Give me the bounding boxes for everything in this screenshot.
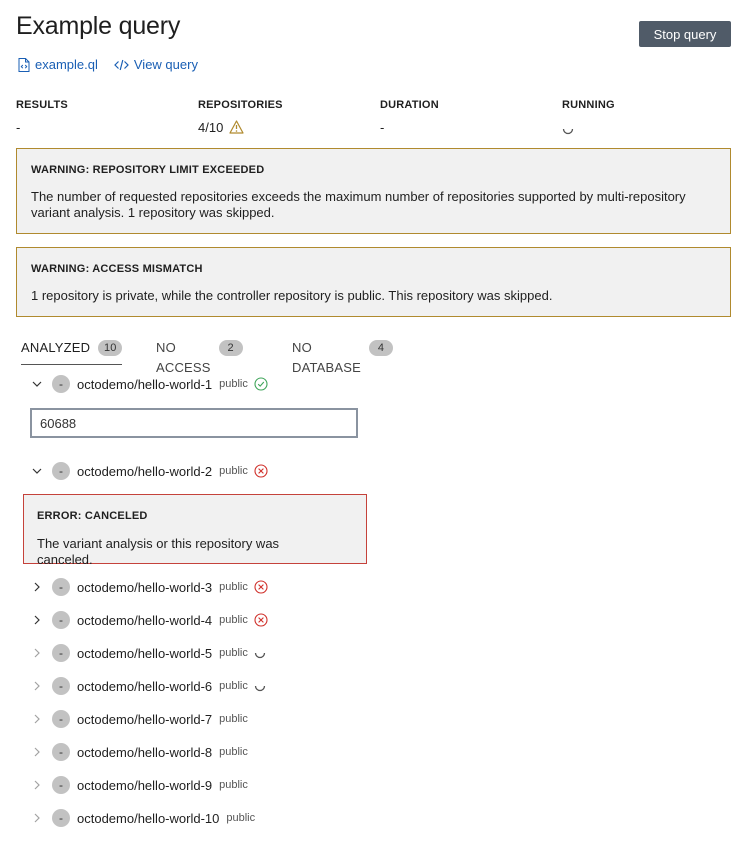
visibility-label: public	[219, 378, 248, 390]
warning-title: WARNING: REPOSITORY LIMIT EXCEEDED	[31, 164, 265, 176]
chevron-right-icon[interactable]	[30, 778, 44, 792]
query-file-name: example.ql	[35, 57, 98, 72]
error-circle-icon	[254, 464, 268, 478]
warning-text: 1 repository is private, while the controller repository is public. This repository was skipped.	[31, 288, 553, 303]
repository-name: octodemo/hello-world-4	[77, 612, 213, 628]
visibility-label: public	[219, 713, 248, 725]
error-circle-icon	[254, 580, 268, 594]
result-count-badge: -	[52, 743, 70, 761]
result-count-badge: -	[52, 809, 70, 827]
result-count-badge: -	[52, 644, 70, 662]
result-count-badge: -	[52, 677, 70, 695]
chevron-right-icon[interactable]	[30, 679, 44, 693]
visibility-label: public	[219, 647, 248, 659]
spinner-icon	[254, 647, 266, 659]
visibility-label: public	[219, 746, 248, 758]
error-canceled-box	[23, 494, 367, 567]
query-links	[18, 57, 198, 72]
repository-row[interactable]	[30, 675, 266, 697]
chevron-down-icon[interactable]	[30, 464, 44, 478]
file-code-icon	[18, 58, 30, 72]
result-count-badge: -	[52, 462, 70, 480]
repository-row[interactable]	[30, 774, 248, 796]
repository-row[interactable]	[30, 708, 248, 730]
repository-name: octodemo/hello-world-8	[77, 744, 213, 760]
repository-row[interactable]	[30, 642, 266, 664]
repository-name: octodemo/hello-world-9	[77, 777, 213, 793]
code-icon	[114, 59, 129, 71]
repository-row[interactable]	[30, 609, 268, 631]
tab-analyzed[interactable]	[21, 338, 122, 365]
visibility-label: public	[226, 812, 256, 824]
tab-count-badge: 10	[98, 340, 122, 356]
visibility-label: public	[219, 779, 248, 791]
error-text: The variant analysis or this repository was canceled.	[37, 536, 280, 567]
error-title: ERROR: CANCELED	[37, 510, 148, 522]
stat-repositories-label: REPOSITORIES	[198, 99, 283, 111]
warning-text: The number of requested repositories exceeds the maximum number of repositories supported by multi-repository variant analysis. 1 repository was skipped.	[31, 189, 686, 220]
stat-results	[16, 99, 68, 135]
warning-icon	[229, 120, 244, 134]
tab-label: ANALYZED	[21, 340, 91, 355]
chevron-right-icon[interactable]	[30, 646, 44, 660]
error-circle-icon	[254, 613, 268, 627]
chevron-right-icon[interactable]	[30, 745, 44, 759]
stat-running-label: RUNNING	[562, 99, 615, 111]
warning-title: WARNING: ACCESS MISMATCH	[31, 263, 203, 275]
spinner-icon	[562, 123, 574, 135]
tab-label: NO DATABASE	[292, 340, 362, 375]
stat-duration	[380, 99, 439, 135]
stat-repositories-value: 4/10	[198, 119, 224, 135]
repository-row[interactable]	[30, 576, 268, 598]
repository-name: octodemo/hello-world-7	[77, 711, 213, 727]
tab-no-access[interactable]	[156, 338, 243, 375]
visibility-label: public	[219, 680, 248, 692]
repository-row[interactable]	[30, 460, 268, 482]
visibility-label: public	[219, 581, 248, 593]
tab-label: NO ACCESS	[156, 340, 211, 375]
result-count-badge: -	[52, 776, 70, 794]
tab-count-badge: 2	[219, 340, 243, 356]
stat-duration-label: DURATION	[380, 99, 439, 111]
tab-count-badge: 4	[369, 340, 393, 356]
stats-bar	[16, 99, 731, 139]
stat-running	[562, 99, 615, 135]
repository-name: octodemo/hello-world-5	[77, 645, 213, 661]
visibility-label: public	[219, 614, 248, 626]
tab-no-database[interactable]	[292, 338, 393, 375]
result-count-badge: -	[52, 578, 70, 596]
stat-duration-value: -	[380, 119, 385, 135]
visibility-label: public	[219, 465, 248, 477]
repository-name: octodemo/hello-world-3	[77, 579, 213, 595]
chevron-down-icon[interactable]	[30, 377, 44, 391]
warning-repository-limit	[16, 148, 731, 234]
query-file-link[interactable]	[18, 57, 98, 72]
result-count-badge: -	[52, 375, 70, 393]
page-title: Example query	[16, 12, 181, 40]
repository-name: octodemo/hello-world-6	[77, 678, 213, 694]
chevron-right-icon[interactable]	[30, 712, 44, 726]
repository-row[interactable]	[30, 741, 248, 763]
result-count-display: 60688	[30, 408, 358, 438]
stat-results-label: RESULTS	[16, 99, 68, 111]
stop-query-button[interactable]: Stop query	[639, 21, 731, 47]
repository-row[interactable]	[30, 373, 268, 395]
repository-name: octodemo/hello-world-10	[77, 810, 220, 826]
spinner-icon	[254, 680, 266, 692]
stat-results-value: -	[16, 119, 21, 135]
warning-access-mismatch	[16, 247, 731, 317]
chevron-right-icon[interactable]	[30, 811, 44, 825]
repository-row[interactable]	[30, 807, 255, 829]
result-count-badge: -	[52, 611, 70, 629]
view-query-link[interactable]	[114, 57, 198, 72]
repository-name: octodemo/hello-world-1	[77, 376, 213, 392]
result-count-badge: -	[52, 710, 70, 728]
chevron-right-icon[interactable]	[30, 613, 44, 627]
check-circle-icon	[254, 377, 268, 391]
stat-repositories	[198, 99, 283, 135]
chevron-right-icon[interactable]	[30, 580, 44, 594]
view-query-label: View query	[133, 57, 198, 72]
repository-name: octodemo/hello-world-2	[77, 463, 213, 479]
